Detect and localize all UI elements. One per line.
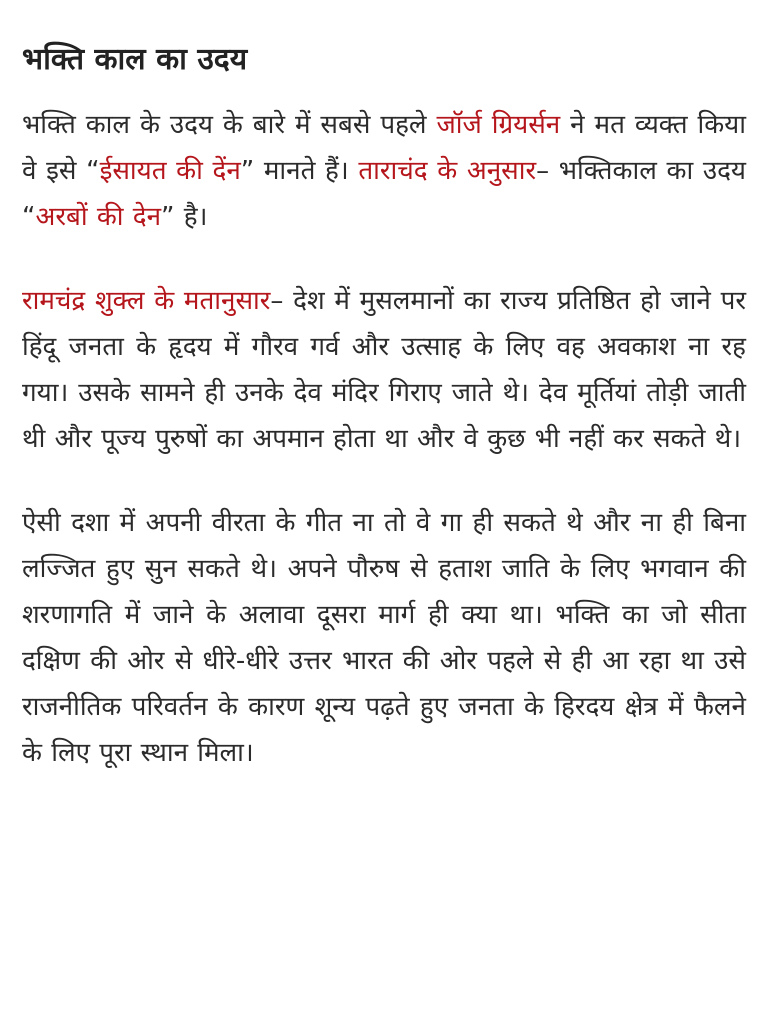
article-title: भक्ति काल का उदय <box>22 42 248 77</box>
paragraph-text: ने मत व्यक्त किया वे इसे “ <box>22 110 746 186</box>
paragraph-text: ” मानते हैं। <box>240 156 359 186</box>
highlight-arabs-gift: अरबों की देन <box>35 202 162 232</box>
highlight-christianity-gift: ईसायत की देंन <box>99 156 241 186</box>
paragraph-shukla <box>22 278 746 462</box>
paragraph-condition <box>22 500 746 776</box>
paragraph-text: ” है। <box>161 202 208 232</box>
paragraph-text: भक्ति काल के उदय के बारे में सबसे पहले <box>22 110 437 140</box>
highlight-tarachand: ताराचंद के अनुसार <box>358 156 537 186</box>
paragraph-text: – भक्तिकाल का उदय “ <box>22 156 746 232</box>
highlight-george-grierson: जॉर्ज ग्रियर्सन <box>436 110 561 140</box>
paragraph-text: ऐसी दशा में अपनी वीरता के गीत ना तो वे गा ही सकते थे और ना ही बिना लज्जित हुए सुन सकते थे। अपने पौरुष से हताश जाति के लिए भगवान की शरणागति में जाने के अलावा दूसरा मार्ग ही क्या था। भक्ति का जो सीता दक्षिण की ओर से धीरे-धीरे उत्तर भारत की ओर पहले से ही आ रहा था उसे राजनीतिक परिवर्तन के कारण शून्य पढ़ते हुए जनता के हिरदय क्षेत्र में फैलने के लिए पूरा स्थान मिला। <box>22 508 746 768</box>
paragraph-origin <box>22 102 746 240</box>
highlight-ramchandra-shukla: रामचंद्र शुक्ल के मतानुसार <box>22 286 271 316</box>
paragraph-text: – देश में मुसलमानों का राज्य प्रतिष्ठित हो जाने पर हिंदू जनता के हृदय में गौरव गर्व और उत्साह के लिए वह अवकाश ना रह गया। उसके सामने ही उनके देव मंदिर गिराए जाते थे। देव मूर्तियां तोड़ी जाती थी और पूज्य पुरुषों का अपमान होता था और वे कुछ भी नहीं कर सकते थे। <box>22 286 746 454</box>
